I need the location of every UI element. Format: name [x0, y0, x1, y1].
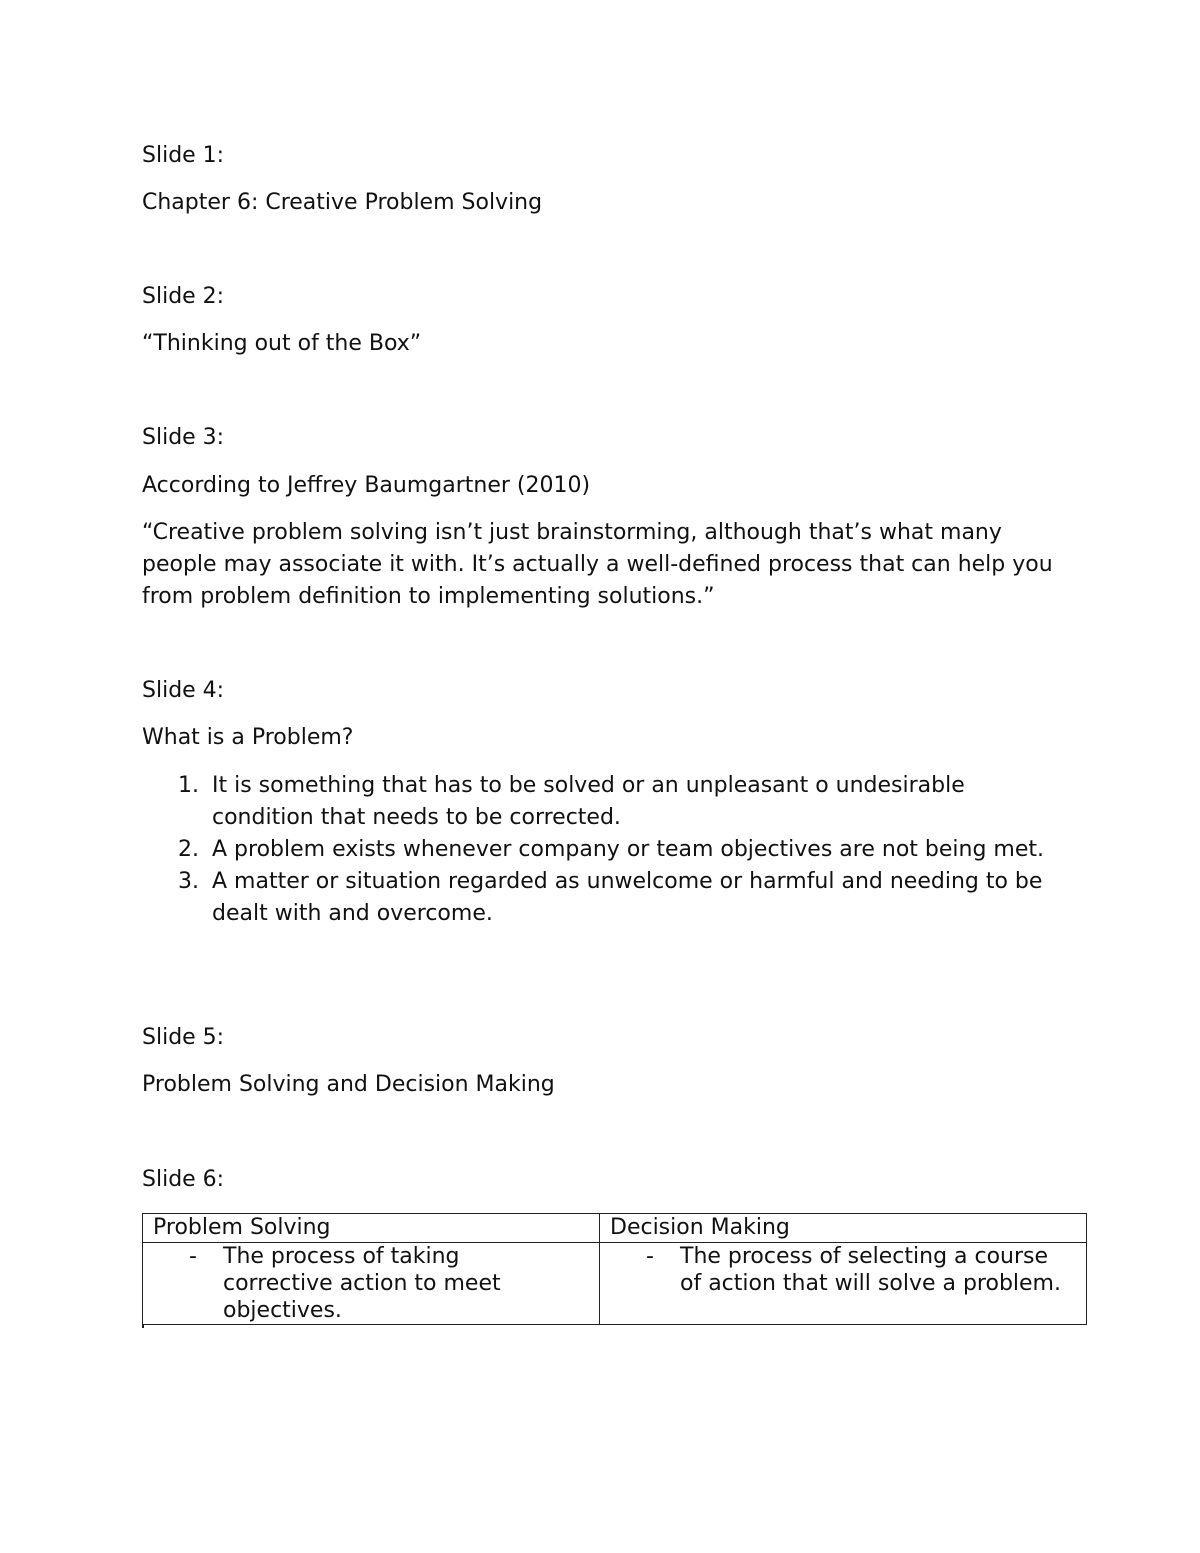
dash-bullet: - — [189, 1244, 197, 1269]
table-row — [143, 1243, 1087, 1325]
list-item-text: It is something that has to be solved or an unpleasant o undesirable condition that needs to be corrected. — [212, 773, 965, 830]
list-item-number: 2. — [178, 837, 199, 862]
slide-6-heading: Slide 6: — [142, 1167, 225, 1192]
list-item-number: 3. — [178, 869, 199, 894]
slide-1-title: Chapter 6: Creative Problem Solving — [142, 190, 543, 215]
slide-4-heading: Slide 4: — [142, 678, 225, 703]
slide-3-title: According to Jeffrey Baumgartner (2010) — [142, 473, 591, 498]
slide-2-heading: Slide 2: — [142, 284, 225, 309]
table-header-cell: Problem Solving — [143, 1214, 600, 1243]
slide-5-heading: Slide 5: — [142, 1025, 225, 1050]
cell-bullet-item — [610, 1243, 1076, 1297]
table-edge-mark — [142, 1324, 144, 1328]
slide-3-heading: Slide 3: — [142, 425, 225, 450]
cell-bullet-item — [153, 1243, 589, 1324]
problem-definition-list — [142, 770, 1062, 930]
slide-2-title: “Thinking out of the Box” — [142, 331, 422, 356]
cell-text: The process of taking corrective action to meet objectives. — [223, 1244, 501, 1323]
list-item-text: A matter or situation regarded as unwelcome or harmful and needing to be dealt with and overcome. — [212, 869, 1043, 926]
slide-5-title: Problem Solving and Decision Making — [142, 1072, 555, 1097]
list-item — [142, 866, 1062, 930]
dash-bullet: - — [646, 1244, 654, 1269]
list-item-text: A problem exists whenever company or team objectives are not being met. — [212, 837, 1044, 862]
slide-4-title: What is a Problem? — [142, 725, 354, 750]
cell-text: The process of selecting a course of action that will solve a problem. — [680, 1244, 1061, 1296]
table-header-row — [143, 1214, 1087, 1243]
slide-3-quote: “Creative problem solving isn’t just brainstorming, although that’s what many people may associate it with. It’s actually a well-defined process that can help you from problem definition to implementing solutions.” — [142, 520, 1053, 609]
slide-1-heading: Slide 1: — [142, 143, 225, 168]
list-item — [142, 770, 1062, 834]
table-cell — [600, 1243, 1087, 1325]
list-item-number: 1. — [178, 773, 199, 798]
table-cell — [143, 1243, 600, 1325]
table-header-cell: Decision Making — [600, 1214, 1087, 1243]
list-item — [142, 834, 1062, 866]
comparison-table — [142, 1213, 1087, 1325]
